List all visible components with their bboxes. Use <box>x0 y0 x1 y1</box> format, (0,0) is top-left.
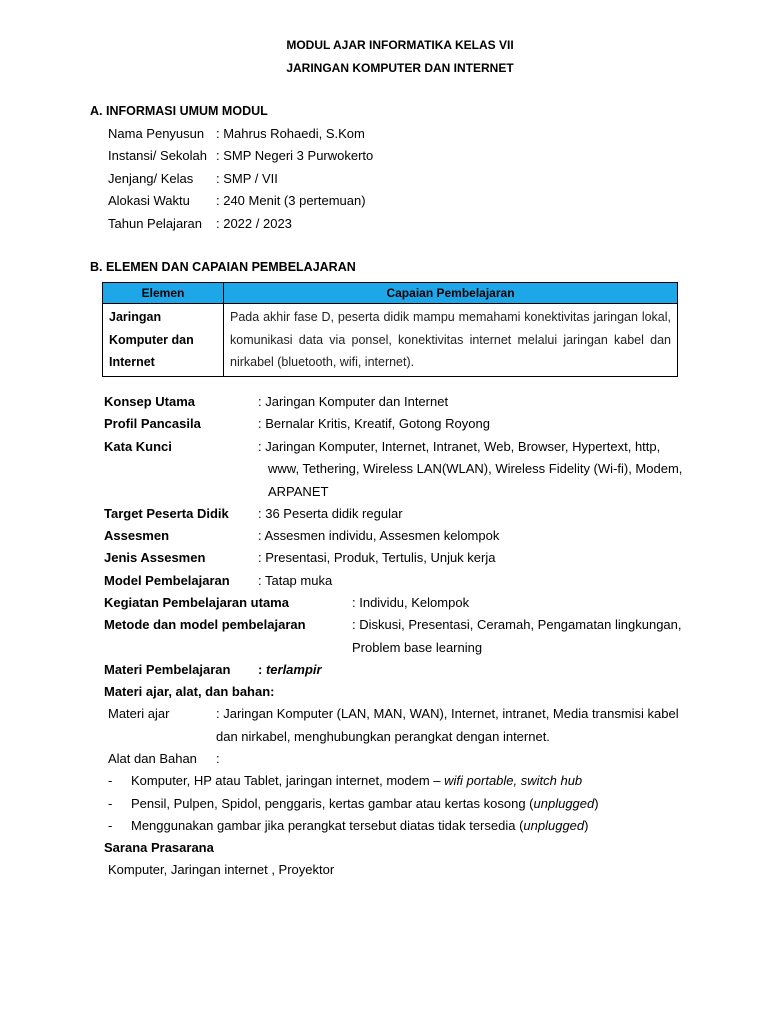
materi-value-text: terlampir <box>265 662 322 677</box>
list-item <box>131 818 588 833</box>
assesmen-value: : Assesmen individu, Assesmen kelompok <box>258 528 500 543</box>
info-value-jenjang: : SMP / VII <box>216 171 278 186</box>
bullet-after: ) <box>594 796 599 811</box>
konsep-label: Konsep Utama <box>104 394 196 409</box>
assesmen-label: Assesmen <box>104 528 170 543</box>
target-label: Target Peserta Didik <box>104 506 229 521</box>
capaian-table <box>102 282 678 377</box>
kata-kunci-value-1: : Jaringan Komputer, Internet, Intranet, Web, Browser, Hypertext, http, <box>258 439 661 454</box>
kegiatan-value: : Individu, Kelompok <box>352 595 470 610</box>
jenis-assesmen-label: Jenis Assesmen <box>104 550 206 565</box>
table-cell-capaian: Pada akhir fase D, peserta didik mampu memahami konektivitas jaringan lokal, komunikasi data via ponsel, konektivitas internet melalui jaringan kabel dan nirkabel (bluetooth, wifi, internet). <box>224 304 678 377</box>
list-item <box>131 773 582 788</box>
model-value: : Tatap muka <box>258 573 333 588</box>
kata-kunci-value-3: ARPANET <box>268 484 329 499</box>
kegiatan-label: Kegiatan Pembelajaran utama <box>104 595 289 610</box>
bullet-italic: unplugged <box>523 818 585 833</box>
info-value-alokasi: : 240 Menit (3 pertemuan) <box>216 193 366 208</box>
table-row <box>103 304 678 377</box>
materi-ajar-value-1: : Jaringan Komputer (LAN, MAN, WAN), Internet, intranet, Media transmisi kabel <box>216 706 679 721</box>
sarana-value: Komputer, Jaringan internet , Proyektor <box>108 862 335 877</box>
konsep-value: : Jaringan Komputer dan Internet <box>258 394 449 409</box>
info-value-penyusun: : Mahrus Rohaedi, S.Kom <box>216 126 365 141</box>
table-header-capaian: Capaian Pembelajaran <box>224 283 678 304</box>
section-b-heading: B. ELEMEN DAN CAPAIAN PEMBELAJARAN <box>90 260 356 274</box>
info-value-instansi: : SMP Negeri 3 Purwokerto <box>216 148 374 163</box>
materi-ajar-label: Materi ajar <box>108 706 170 721</box>
materi-label: Materi Pembelajaran <box>104 662 231 677</box>
info-label-jenjang: Jenjang/ Kelas <box>108 171 194 186</box>
materi-colon: : <box>258 662 266 677</box>
section-a-heading: A. INFORMASI UMUM MODUL <box>90 104 268 118</box>
info-label-alokasi: Alokasi Waktu <box>108 193 190 208</box>
metode-label: Metode dan model pembelajaran <box>104 617 306 632</box>
info-label-penyusun: Nama Penyusun <box>108 126 205 141</box>
bullet-text: Menggunakan gambar jika perangkat tersebut diatas tidak tersedia ( <box>131 818 524 833</box>
alat-label: Alat dan Bahan <box>108 751 197 766</box>
profil-value: : Bernalar Kritis, Kreatif, Gotong Royong <box>258 416 490 431</box>
target-value: : 36 Peserta didik regular <box>258 506 403 521</box>
sarana-heading: Sarana Prasarana <box>104 840 214 855</box>
bullet-italic: unplugged <box>533 796 595 811</box>
jenis-assesmen-value: : Presentasi, Produk, Tertulis, Unjuk kerja <box>258 550 496 565</box>
info-label-tahun: Tahun Pelajaran <box>108 216 202 231</box>
bullet-italic: wifi portable, switch hub <box>444 773 583 788</box>
elemen-line: Jaringan <box>109 310 162 324</box>
materi-value <box>258 662 322 677</box>
info-value-tahun: : 2022 / 2023 <box>216 216 292 231</box>
profil-label: Profil Pancasila <box>104 416 201 431</box>
bullet-dash: - <box>108 796 113 811</box>
bullet-text: Komputer, HP atau Tablet, jaringan internet, modem – <box>131 773 445 788</box>
model-label: Model Pembelajaran <box>104 573 230 588</box>
kata-kunci-value-2: www, Tethering, Wireless LAN(WLAN), Wireless Fidelity (Wi-fi), Modem, <box>268 461 683 476</box>
metode-value-2: Problem base learning <box>352 640 483 655</box>
bullet-dash: - <box>108 818 113 833</box>
bullet-text: Pensil, Pulpen, Spidol, penggaris, kertas gambar atau kertas kosong ( <box>131 796 534 811</box>
elemen-line: Komputer dan <box>109 332 194 347</box>
metode-value-1: : Diskusi, Presentasi, Ceramah, Pengamatan lingkungan, <box>352 617 682 632</box>
info-label-instansi: Instansi/ Sekolah <box>108 148 208 163</box>
materi-ajar-value-2: dan nirkabel, menghubungkan perangkat dengan internet. <box>216 729 550 744</box>
list-item <box>131 796 599 811</box>
alat-colon: : <box>216 751 220 766</box>
bullet-after: ) <box>584 818 589 833</box>
module-subtitle: JARINGAN KOMPUTER DAN INTERNET <box>286 61 514 75</box>
elemen-line: Internet <box>109 355 155 369</box>
table-header-row <box>103 283 678 304</box>
bullet-dash: - <box>108 773 113 788</box>
table-cell-elemen <box>103 304 224 377</box>
kata-kunci-label: Kata Kunci <box>104 439 172 454</box>
materi-ajar-heading: Materi ajar, alat, dan bahan: <box>104 684 275 699</box>
table-header-elemen: Elemen <box>103 283 224 304</box>
module-title: MODUL AJAR INFORMATIKA KELAS VII <box>286 38 514 52</box>
